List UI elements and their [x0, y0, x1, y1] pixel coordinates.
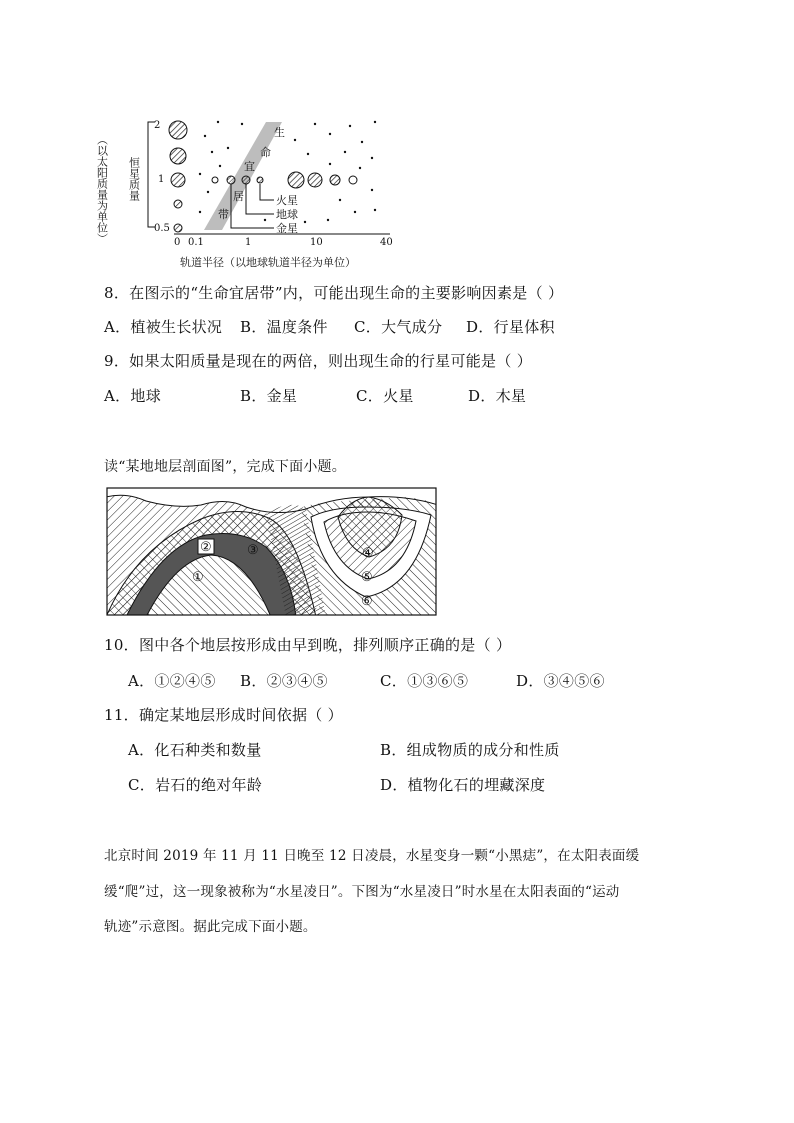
question-11-stem: 11．确定某地层形成时间依据（ ）	[104, 706, 343, 724]
leader-line	[260, 184, 274, 200]
question-10-option-b[interactable]: B．②③④⑤	[240, 672, 328, 690]
strata-cross-section-figure	[106, 487, 438, 617]
x-axis-title: 轨道半径（以地球轨道半径为单位）	[180, 256, 356, 269]
planet-label-mars: 火星	[276, 194, 298, 207]
y-axis-title: （以太阳质量为单位）	[95, 134, 109, 244]
section-intro-strata: 读“某地地层剖面图”，完成下面小题。	[104, 459, 346, 475]
question-10-stem: 10．图中各个地层按形成由早到晚，排列顺序正确的是（ ）	[104, 636, 512, 654]
zone-label-char: 命	[260, 146, 271, 159]
zone-label-char: 生	[274, 126, 285, 139]
y-tick-label: 1	[158, 174, 165, 185]
question-8-option-b[interactable]: B．温度条件	[240, 318, 328, 336]
stratum-label-4: ④	[362, 546, 374, 561]
section-intro-mercury-line-2: 缓“爬”过，这一现象被称为“水星凌日”。下图为“水星凌日”时水星在太阳表面的“运动	[104, 884, 620, 900]
question-10-option-a[interactable]: A．①②④⑤	[128, 672, 216, 690]
question-8-option-a[interactable]: A．植被生长状况	[104, 318, 223, 336]
star-marker	[170, 148, 186, 164]
question-9-stem: 9．如果太阳质量是现在的两倍，则出现生命的行星可能是（ ）	[104, 352, 533, 370]
question-11-option-a[interactable]: A．化石种类和数量	[128, 741, 262, 759]
planet-marker	[308, 173, 322, 187]
x-tick-label: 0	[174, 237, 181, 248]
planet-marker	[227, 176, 235, 184]
planet-marker	[349, 176, 357, 184]
question-8-stem: 8．在图示的“生命宜居带”内，可能出现生命的主要影响因素是（ ）	[104, 284, 564, 302]
stratum-label-5: ⑤	[361, 570, 373, 585]
planet-marker	[288, 172, 304, 188]
planet-marker	[257, 177, 263, 183]
y-tick-label: 0.5	[154, 223, 170, 234]
zone-label-char: 宜	[244, 160, 255, 173]
zone-label-char: 带	[218, 208, 229, 221]
question-8-option-d[interactable]: D．行星体积	[466, 318, 555, 336]
x-tick-label: 1	[245, 237, 252, 248]
question-10-option-d[interactable]: D．③④⑤⑥	[516, 672, 605, 690]
habitable-zone-figure	[95, 112, 410, 272]
question-9-option-a[interactable]: A．地球	[104, 387, 162, 405]
planet-label-earth: 地球	[276, 208, 298, 221]
planet-marker	[212, 177, 218, 183]
star-marker	[169, 121, 187, 139]
zone-label-char: 居	[233, 190, 244, 203]
section-intro-mercury-line-1: 北京时间 2019 年 11 月 11 日晚至 12 日凌晨，水星变身一颗“小黑痣”，在太阳表面缓	[104, 848, 640, 864]
question-9-option-d[interactable]: D．木星	[468, 387, 527, 405]
x-tick-label: 40	[380, 237, 393, 248]
star-marker	[174, 224, 182, 232]
question-9-option-c[interactable]: C．火星	[356, 387, 414, 405]
y-axis-label: 恒星质量	[127, 157, 141, 201]
stratum-label-2: ②	[200, 540, 212, 555]
question-9-option-b[interactable]: B．金星	[240, 387, 298, 405]
planet-marker	[242, 176, 250, 184]
y-tick-label: 2	[154, 120, 161, 131]
stratum-label-1: ①	[192, 570, 204, 585]
star-marker	[171, 173, 185, 187]
y-axis-bracket	[148, 122, 155, 227]
question-11-option-d[interactable]: D．植物化石的埋藏深度	[380, 776, 546, 794]
question-8-option-c[interactable]: C．大气成分	[354, 318, 443, 336]
stratum-label-3: ③	[247, 543, 259, 558]
planet-marker	[330, 175, 340, 185]
question-10-option-c[interactable]: C．①③⑥⑤	[380, 672, 469, 690]
question-11-option-b[interactable]: B．组成物质的成分和性质	[380, 741, 560, 759]
question-11-option-c[interactable]: C．岩石的绝对年龄	[128, 776, 263, 794]
stratum-label-6: ⑥	[361, 594, 373, 609]
x-tick-label: 0.1	[188, 237, 204, 248]
star-marker	[174, 200, 182, 208]
x-tick-label: 10	[310, 237, 323, 248]
section-intro-mercury-line-3: 轨迹”示意图。据此完成下面小题。	[104, 919, 317, 935]
planet-label-venus: 金星	[276, 222, 298, 235]
